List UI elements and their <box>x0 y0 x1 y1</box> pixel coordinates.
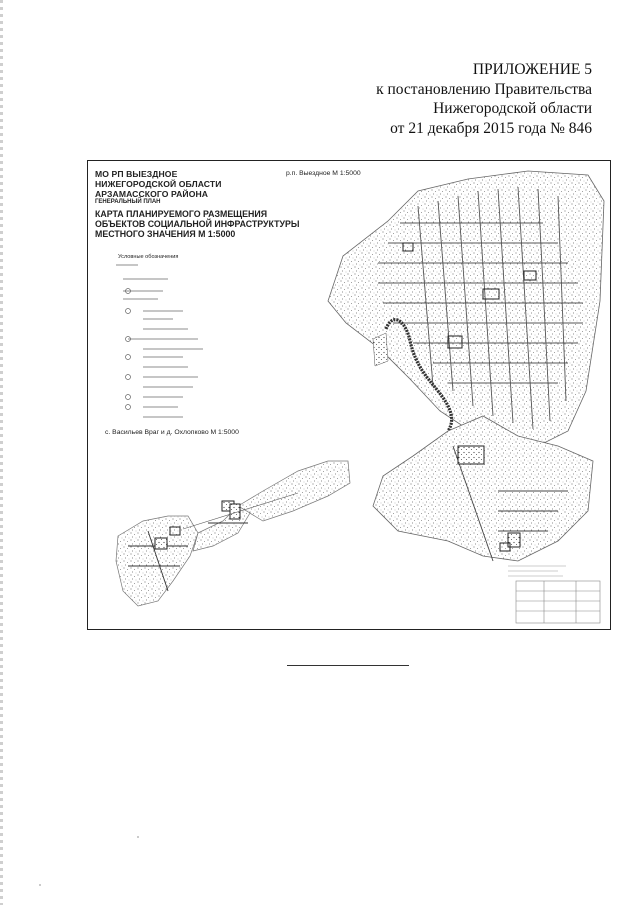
scale-label-vyezdnoe: р.п. Выездное М 1:5000 <box>286 170 361 177</box>
general-plan-label: ГЕНЕРАЛЬНЫЙ ПЛАН <box>95 199 161 205</box>
org-line: АРЗАМАССКОГО РАЙОНА <box>95 189 209 199</box>
settlement-vyezdnoe <box>328 171 604 451</box>
appendix-date: от 21 декабря 2015 года № 846 <box>390 119 592 137</box>
appendix-reference: к постановлению Правительства <box>376 80 592 98</box>
settlement-south <box>373 416 593 561</box>
map-title <box>95 209 299 239</box>
separator-line <box>287 665 409 666</box>
title-line: ОБЪЕКТОВ СОЦИАЛЬНОЙ ИНФРАСТРУКТУРЫ <box>95 219 300 229</box>
org-line: МО РП ВЫЕЗДНОЕ <box>95 169 178 179</box>
legend <box>116 265 203 417</box>
settlement-vasilyev-vrag <box>116 461 350 606</box>
org-line: НИЖЕГОРОДСКОЙ ОБЛАСТИ <box>95 179 222 189</box>
appendix-region: Нижегородской области <box>433 100 592 117</box>
scan-edge-artifact <box>0 0 3 905</box>
title-block <box>516 581 600 623</box>
organization-name <box>95 169 222 199</box>
scan-speck <box>39 884 41 886</box>
appendix-header <box>352 60 592 138</box>
appendix-number: ПРИЛОЖЕНИЕ 5 <box>472 61 592 78</box>
legend-heading: Условные обозначения <box>118 254 179 260</box>
title-line: КАРТА ПЛАНИРУЕМОГО РАЗМЕЩЕНИЯ <box>95 209 268 219</box>
title-line: МЕСТНОГО ЗНАЧЕНИЯ М 1:5000 <box>95 229 236 239</box>
scale-label-villages: с. Васильев Враг и д. Охлопково М 1:5000 <box>105 429 239 436</box>
scan-speck <box>137 836 139 838</box>
map-sheet <box>87 160 611 630</box>
